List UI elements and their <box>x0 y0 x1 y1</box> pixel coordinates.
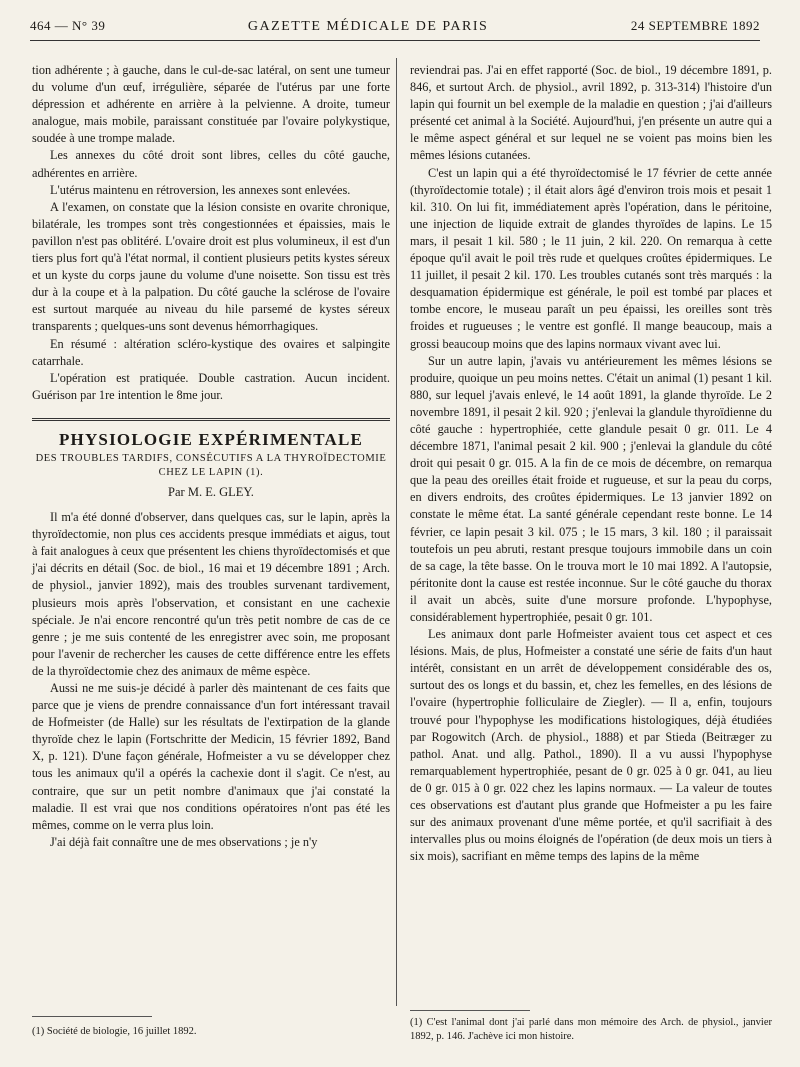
paragraph: En résumé : altération scléro-kystique des ovaires et salpingite catarrhale. <box>32 336 390 368</box>
issue-date: 24 SEPTEMBRE 1892 <box>630 18 760 33</box>
paragraph: Il m'a été donné d'observer, dans quelques cas, sur le lapin, après la thyroïdectomie, non plus ces accidents presque immédiats et aigus, tout à fait analogues à ceux que présentent les chiens thyroïdectomisés et que j'ai décrits en détail (Soc. de biol., 16 mai et 19 décembre 1891 ; Arch. de physiol., janvier 1892), mais des troubles survenant tardivement, plusieurs mois après l'observation, et consistant en une cachexie spéciale. Je n'ai encore rencontré qu'un très petit nombre de cas de ce genre ; je me suis contenté de les enregistrer avec soin, me proposant pour l'avenir de rechercher les causes de cette différence entre les effets de la thyroïdectomie chez des animaux de même espèce. <box>32 510 390 678</box>
paragraph: Les animaux dont parle Hofmeister avaient tous cet aspect et ces lésions. Mais, de plus, Hofmeister a constaté une série de faits d'un haut intérêt, consistant en un arrêt de développement considérable des os, surtout des os longs et du bassin, et, chez les femelles, en des lésions de l'ovaire (hypertrophie folliculaire de Ziegler). — Il a, enfin, toujours trouvé pour l'hypophyse les modifications histologiques, déjà étudiées par Rogowitch (Arch. de physiol., 1888) et par Stieda (Beitræger zu pathol. Anat. und allg. Pathol., 1890). Il a vu aussi l'hypophyse remarquablement hypertrophiée, pesant de 0 gr. 025 à 0 gr. 041, au lieu de 0 gr. 015 à 0 gr. 022 chez les lapins normaux. — La valeur de toutes ces observations est d'autant plus grande que Hofmeister a pu les faire sur des animaux provenant d'une même portée, et qu'il sacrifiait à des intervalles plus ou moins éloignés de l'opération (de deux mois un tiers à six mois), sacrifiant en même temps des lapins de la même <box>410 627 772 864</box>
journal-title: GAZETTE MÉDICALE DE PARIS <box>247 19 489 34</box>
left-column <box>32 62 390 851</box>
author-line: Par M. E. GLEY. <box>168 484 254 499</box>
footnote: (1) Société de biologie, 16 juillet 1892. <box>32 1026 197 1037</box>
page-number: 464 — N° 39 <box>30 18 106 33</box>
paragraph: Aussi ne me suis-je décidé à parler dès maintenant de ces faits que parce que je viens de prendre connaissance d'un fort intéressant travail de Hofmeister (de Halle) sur les résultats de l'extirpation de la glande thyroïde chez le lapin (Fortschritte der Medicin, 15 février 1892, Band X, p. 121). D'une façon générale, Hofmeister a vu se développer chez tous les animaux qu'il a opérés la cachexie dont il s'agit. Ce n'est, au contraire, que sur un petit nombre d'animaux que j'ai constaté la maladie. Il est vrai que nos conditions opératoires n'ont pas été les mêmes, comme on le verra plus loin. <box>32 681 390 832</box>
article-title: DES TROUBLES TARDIFS, CONSÉCUTIFS A LA THYROÏDECTOMIE CHEZ LE LAPIN (1). <box>35 452 387 478</box>
paragraph: L'opération est pratiquée. Double castration. Aucun incident. Guérison par 1re intention le 8me jour. <box>32 370 390 402</box>
section-title: PHYSIOLOGIE EXPÉRIMENTALE <box>58 429 364 449</box>
footnote-rule <box>410 1010 530 1011</box>
paragraph: L'utérus maintenu en rétroversion, les annexes sont enlevées. <box>50 182 351 197</box>
paragraph: C'est un lapin qui a été thyroïdectomisé le 17 février de cette année (thyroïdectomie totale) ; il était alors âgé d'environ trois mois et pesait 1 kil. 310. On lui fit, immédiatement après l'opération, dans le péritoine, une injection de liquide extrait de glandes thyroïdes de lapins. Le 15 mars, il pesait 1 kil. 580 ; le 11 juin, 2 kil. 220. On remarqua à cette époque qu'il avait le poil très rude et quelques croûtes épidermiques. Le 11 juillet, il pesait 2 kil. 170. Les troubles cutanés sont très marqués : la desquamation épidermique est générale, le poil est tombé par places et tombe encore, le museau paraît un peu épaissi, les oreilles sont très froides et rugueuses ; le ventre est gonflé. Il mange beaucoup, mais a grossi beaucoup moins que des lapins normaux vivant avec lui. <box>410 165 772 351</box>
right-column <box>410 62 772 865</box>
section-separator <box>32 418 390 421</box>
footnote: (1) C'est l'animal dont j'ai parlé dans mon mémoire des Arch. de physiol., janvier 1892, p. 146. J'achève ici mon histoire. <box>410 1017 772 1042</box>
page-header <box>30 18 760 40</box>
paragraph: reviendrai pas. J'ai en effet rapporté (Soc. de biol., 19 décembre 1891, p. 846, et surtout Arch. de physiol., avril 1892, p. 313-314) l'histoire d'un lapin qui fournit un bel exemple de la maladie en question ; j'ai d'ailleurs présenté cet animal à la Société. Aujourd'hui, j'en présente un autre qui a le même aspect général et sur lequel ne se voient pas moins bien les mêmes lésions cutanées. <box>410 63 772 163</box>
paragraph: Sur un autre lapin, j'avais vu antérieurement les mêmes lésions se produire, quoique un peu moins nettes. C'était un animal (1) pesant 1 kil. 880, sur lequel j'avais enlevé, le 14 août 1891, la glande thyroïde. Le 2 novembre 1891, il pesait 2 kil. 920 ; j'enlevai la glandule thyroïdienne du côté gauche : hypertrophiée, cette glandule pesait 0 gr. 011. Le 4 décembre 1871, l'animal pesait 2 kil. 900 ; j'enlevai la glandule du côté droit qui pesait 0 gr. 015. A la fin de ce mois de décembre, on remarqua que la peau des oreilles était froide et rugueuse, et sur la peau du corps, en divers endroits, des croûtes épidermiques. Le 13 janvier 1892 on constate le même état. La santé générale cependant reste bonne. Le 14 février, ce lapin pesait 3 kil. 075 ; le 15 mars, 3 kil. 180 ; il paraissait toutefois un peu abruti, restant presque toujours immobile dans un coin de sa cage, la tête basse. On le trouva mort le 10 mai 1892. A l'autopsie, péritonite dont la cause est restée inconnue. Sur le côté gauche du thorax il avait un abcès, suite d'une morsure profonde. L'hypophyse, considérablement hypertrophiée, pesait 0 gr. 101. <box>410 353 772 624</box>
header-rule <box>30 40 760 41</box>
paragraph: J'ai déjà fait connaître une de mes observations ; je n'y <box>50 834 318 849</box>
footnote-rule <box>32 1016 152 1017</box>
paragraph: A l'examen, on constate que la lésion consiste en ovarite chronique, bilatérale, les trompes sont très congestionnées et épaissies, mais le pavillon n'est pas oblitéré. L'ovaire droit est plus volumineux, il est d'un tiers plus fort qu'à l'état normal, il contient plusieurs petits kystes séreux et un kyste du corps jaune du volume d'une noisette. Son tissu est très dur à la coupe et à la palpation. Du côté gauche la sclérose de l'ovaire est surtout marquée au niveau du hile parsemé de kystes séreux transparents ; quelques-uns sont devenus hémorrhagiques. <box>32 199 390 334</box>
paragraph: tion adhérente ; à gauche, dans le cul-de-sac latéral, on sent une tumeur du volume d'un œuf, irrégulière, séparée de l'utérus par une forte dépression et adhérente en arrière à la pelvienne. A droite, tumeur analogue, mais mobile, paraissant constituée par l'ovaire polykystique, soudée à une trompe malade. <box>32 63 390 146</box>
column-divider <box>396 58 397 1006</box>
paragraph: Les annexes du côté droit sont libres, celles du côté gauche, adhérentes en arrière. <box>32 148 390 180</box>
